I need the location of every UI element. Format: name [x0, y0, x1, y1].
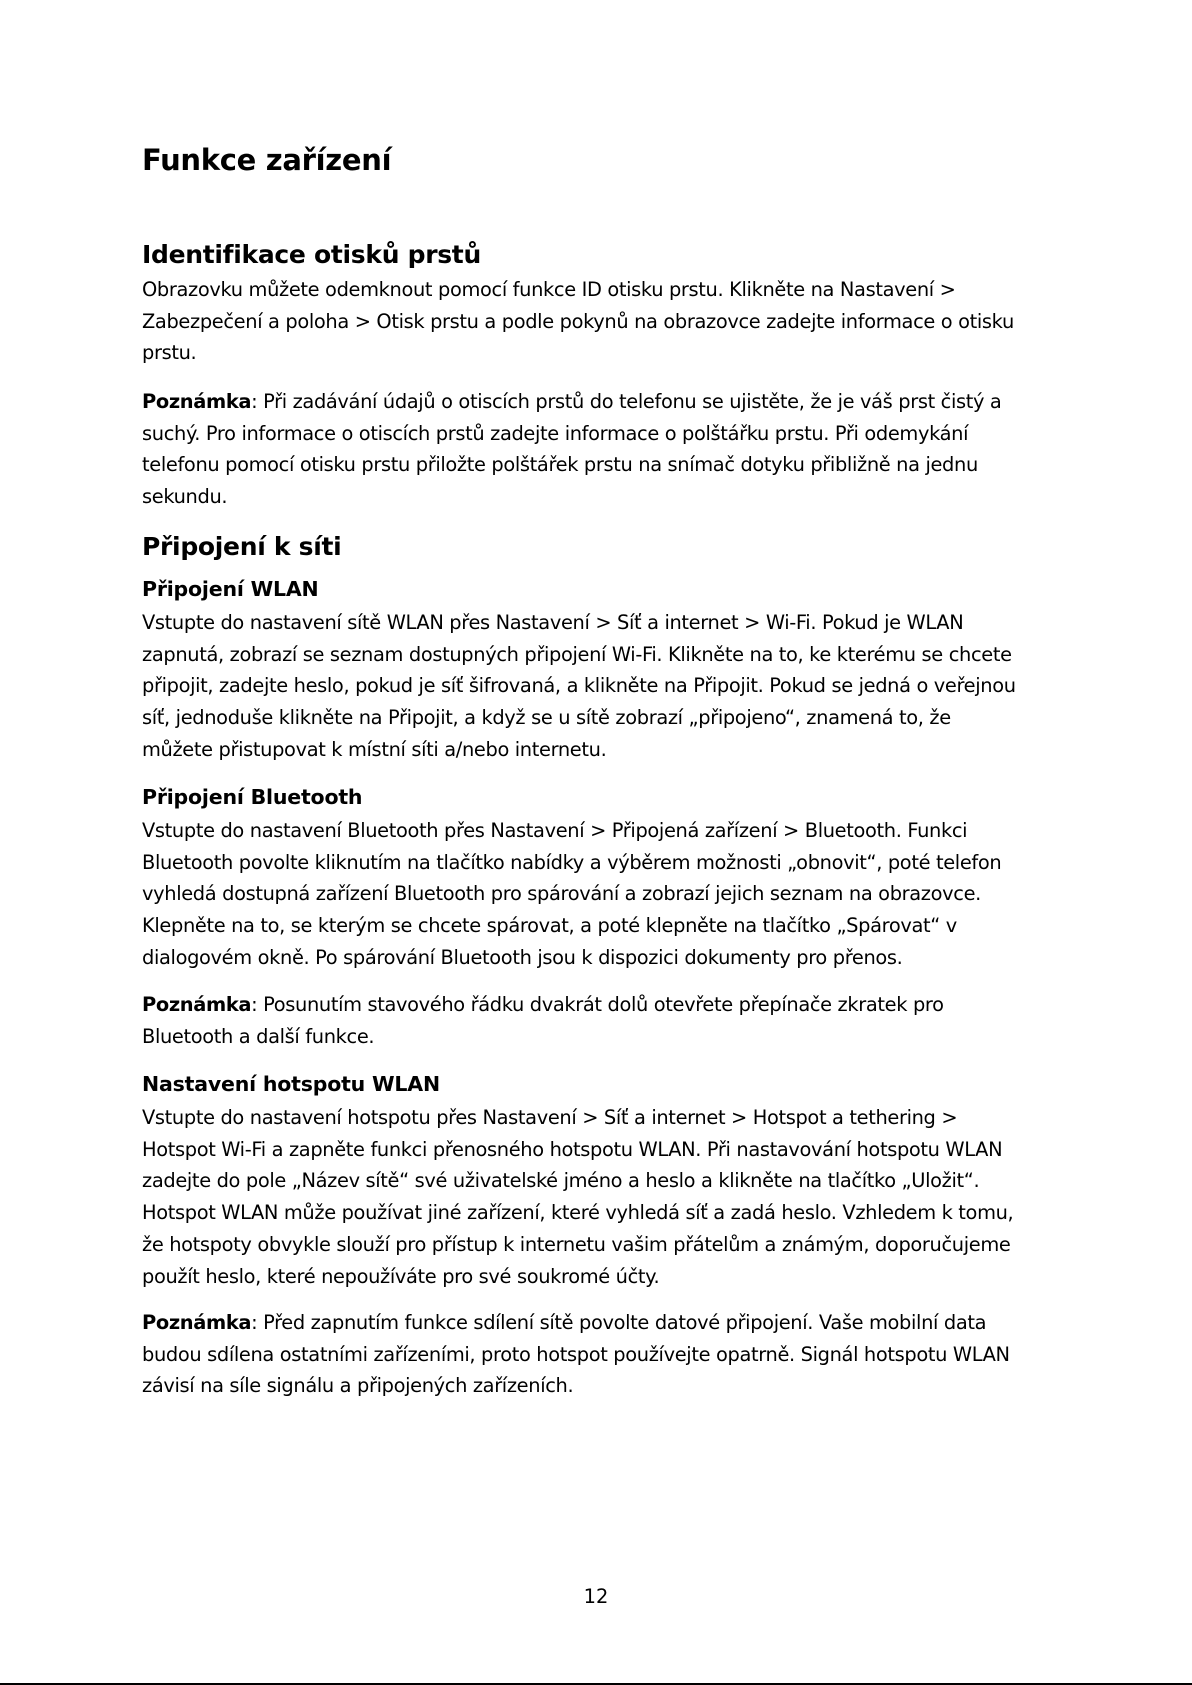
text-line: že hotspoty obvykle slouží pro přístup k internetu vašim přátelům a známým, doporučujeme — [142, 1232, 1011, 1256]
text-line: závisí na síle signálu a připojených zařízeních. — [142, 1374, 574, 1398]
note-label: Poznámka — [142, 1311, 252, 1334]
note-text: : Při zadávání údajů o otiscích prstů do telefonu se ujistěte, že je váš prst čistý a — [251, 390, 1002, 413]
hotspot-note — [142, 1307, 1062, 1402]
fingerprint-paragraph — [142, 274, 1062, 369]
text-line: telefonu pomocí otisku prstu přiložte polštářek prstu na snímač dotyku přibližně na jednu — [142, 453, 978, 477]
page-title: Funkce zařízení — [142, 143, 392, 177]
text-line: Klepněte na to, se kterým se chcete spárovat, a poté klepněte na tlačítko „Spárovat“ v — [142, 914, 957, 938]
text-line: použít heslo, které nepoužíváte pro své soukromé účty. — [142, 1264, 660, 1288]
text-line: Vstupte do nastavení Bluetooth přes Nastavení > Připojená zařízení > Bluetooth. Funkci — [142, 819, 968, 842]
text-line: připojit, zadejte heslo, pokud je síť šifrovaná, a klikněte na Připojit. Pokud se jedná o veřejnou — [142, 674, 1016, 698]
wlan-paragraph — [142, 607, 1062, 766]
text-line: Hotspot WLAN může používat jiné zařízení, které vyhledá síť a zadá heslo. Vzhledem k tomu, — [142, 1201, 1014, 1225]
subsection-heading-wlan: Připojení WLAN — [142, 577, 319, 601]
text-line: budou sdílena ostatními zařízeními, proto hotspot používejte opatrně. Signál hotspotu WLAN — [142, 1342, 1010, 1366]
section-heading-fingerprint: Identifikace otisků prstů — [142, 240, 481, 269]
hotspot-paragraph — [142, 1102, 1062, 1292]
text-line — [142, 1307, 1062, 1339]
note-text: : Posunutím stavového řádku dvakrát dolů otevřete přepínače zkratek pro — [251, 993, 944, 1016]
page-number: 12 — [583, 1585, 609, 1608]
subsection-heading-bluetooth: Připojení Bluetooth — [142, 785, 363, 809]
text-line — [142, 386, 1062, 418]
text-line: prstu. — [142, 341, 197, 365]
note-label: Poznámka — [142, 993, 252, 1016]
text-line — [142, 989, 1062, 1021]
text-line: Bluetooth a další funkce. — [142, 1024, 375, 1048]
fingerprint-note — [142, 386, 1062, 513]
bluetooth-paragraph — [142, 815, 1062, 974]
text-line: Vstupte do nastavení sítě WLAN přes Nastavení > Síť a internet > Wi-Fi. Pokud je WLAN — [142, 611, 964, 634]
text-line: dialogovém okně. Po spárování Bluetooth jsou k dispozici dokumenty pro přenos. — [142, 945, 903, 969]
subsection-heading-hotspot: Nastavení hotspotu WLAN — [142, 1072, 440, 1096]
text-line: zadejte do pole „Název sítě“ své uživatelské jméno a heslo a klikněte na tlačítko „Uložit“. — [142, 1169, 980, 1193]
text-line: Hotspot Wi-Fi a zapněte funkci přenosného hotspotu WLAN. Při nastavování hotspotu WLAN — [142, 1137, 1003, 1161]
text-line: můžete přistupovat k místní síti a/nebo internetu. — [142, 737, 607, 761]
text-line: vyhledá dostupná zařízení Bluetooth pro spárování a zobrazí jejich seznam na obrazovce. — [142, 882, 981, 906]
text-line: Vstupte do nastavení hotspotu přes Nastavení > Síť a internet > Hotspot a tethering > — [142, 1106, 958, 1129]
text-line: zapnutá, zobrazí se seznam dostupných připojení Wi-Fi. Klikněte na to, ke kterému se chcete — [142, 642, 1012, 666]
note-label: Poznámka — [142, 390, 252, 413]
text-line: sekundu. — [142, 485, 228, 509]
text-line: Obrazovku můžete odemknout pomocí funkce ID otisku prstu. Klikněte na Nastavení > — [142, 278, 956, 301]
text-line: síť, jednoduše klikněte na Připojit, a když se u sítě zobrazí „připojeno“, znamená to, že — [142, 706, 951, 730]
bluetooth-note — [142, 989, 1062, 1052]
section-heading-network: Připojení k síti — [142, 532, 342, 561]
text-line: suchý. Pro informace o otiscích prstů zadejte informace o polštářku prstu. Při odemykání — [142, 421, 969, 445]
note-text: : Před zapnutím funkce sdílení sítě povolte datové připojení. Vaše mobilní data — [251, 1311, 987, 1334]
text-line: Zabezpečení a poloha > Otisk prstu a podle pokynů na obrazovce zadejte informace o otisku — [142, 309, 1014, 333]
text-line: Bluetooth povolte kliknutím na tlačítko nabídky a výběrem možnosti „obnovit“, poté telefon — [142, 850, 1002, 874]
